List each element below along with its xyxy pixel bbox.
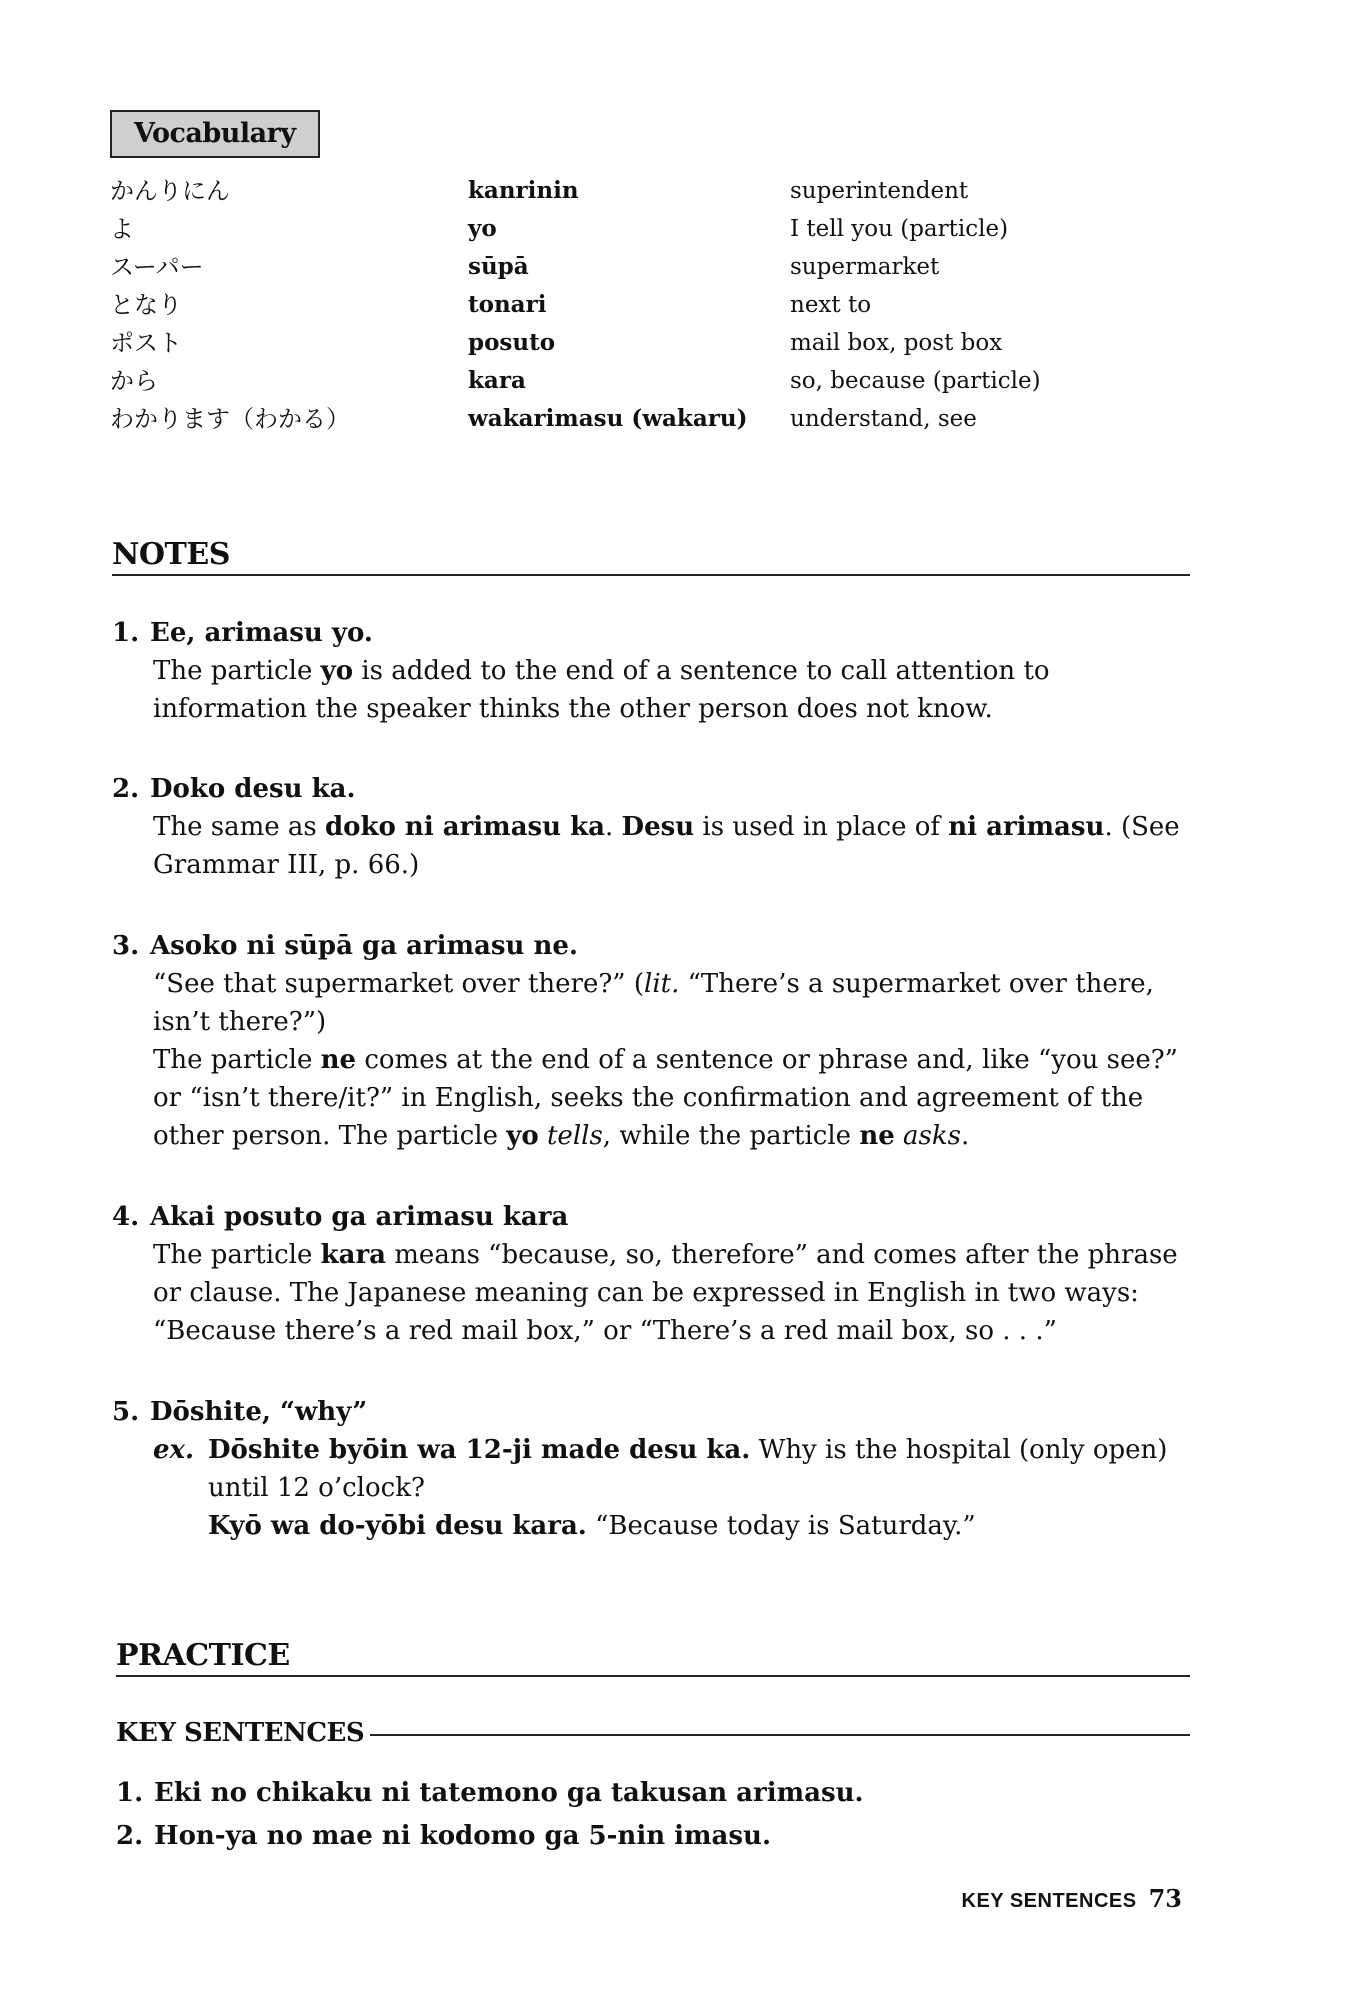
vocab-meaning: I tell you (particle) (790, 216, 1009, 242)
vocab-romaji: yo (468, 215, 497, 242)
vocabulary-row (110, 324, 1110, 362)
note-title: Dōshite, “why” (150, 1397, 368, 1427)
page-footer (962, 1882, 1182, 1918)
note-number: 4. (112, 1202, 140, 1232)
page-number: 73 (1148, 1884, 1182, 1913)
vocabulary-table (110, 172, 1110, 438)
note-2 (112, 770, 1192, 884)
note-4 (112, 1198, 1192, 1350)
vocab-kana: ポスト (110, 329, 182, 357)
vocab-kana: スーパー (110, 253, 204, 281)
note-title: Doko desu ka. (150, 774, 356, 804)
vocab-meaning: understand, see (790, 406, 977, 432)
note-title: Ee, arimasu yo. (150, 618, 373, 648)
vocab-kana: から (110, 367, 158, 395)
vocabulary-row (110, 210, 1110, 248)
notes-heading: NOTES (112, 536, 1190, 576)
vocabulary-row (110, 400, 1110, 438)
key-sentence (116, 1774, 864, 1812)
vocab-meaning: supermarket (790, 254, 940, 280)
example-block (153, 1431, 1192, 1545)
vocabulary-label: Vocabulary (110, 110, 320, 158)
vocabulary-row (110, 248, 1110, 286)
vocab-meaning: mail box, post box (790, 330, 1003, 356)
heading-rule (370, 1734, 1190, 1736)
note-1 (112, 614, 1192, 728)
example-label: ex. (153, 1435, 195, 1465)
vocabulary-row (110, 286, 1110, 324)
vocabulary-row (110, 362, 1110, 400)
note-number: 1. (112, 618, 140, 648)
key-sentences-heading (116, 1716, 1190, 1750)
vocab-meaning: next to (790, 292, 872, 318)
note-title: Asoko ni sūpā ga arimasu ne. (150, 931, 578, 961)
sentence-text: Hon-ya no mae ni kodomo ga 5-nin imasu. (154, 1821, 771, 1851)
practice-heading: PRACTICE (116, 1637, 1190, 1677)
sentence-text: Eki no chikaku ni tatemono ga takusan arimasu. (154, 1778, 864, 1808)
note-5 (112, 1393, 1192, 1545)
note-number: 2. (112, 774, 140, 804)
vocab-kana: かんりにん (110, 177, 230, 205)
vocab-kana: よ (110, 215, 134, 243)
vocab-meaning: so, because (particle) (790, 368, 1041, 394)
vocab-romaji: kara (468, 367, 526, 394)
note-body: The particle yo is added to the end of a sentence to call attention to information the speaker thinks the other person does not know. (153, 656, 1050, 724)
note-number: 5. (112, 1397, 140, 1427)
sentence-number: 2. (116, 1821, 144, 1851)
note-3 (112, 927, 1192, 1155)
vocab-meaning: superintendent (790, 178, 969, 204)
vocab-romaji: wakarimasu (wakaru) (468, 405, 748, 432)
example-text: Kyō wa do-yōbi desu kara. “Because today is Saturday.” (208, 1511, 976, 1541)
note-title: Akai posuto ga arimasu kara (150, 1202, 569, 1232)
vocab-kana: わかります（わかる） (110, 405, 350, 433)
example-text: Dōshite byōin wa 12-ji made desu ka. Why is the hospital (only open) until 12 o’clock? (208, 1435, 1168, 1503)
vocab-romaji: kanrinin (468, 177, 579, 204)
vocab-romaji: tonari (468, 291, 547, 318)
vocab-romaji: posuto (468, 329, 556, 356)
note-number: 3. (112, 931, 140, 961)
vocab-kana: となり (110, 291, 182, 319)
note-body: “See that supermarket over there?” (lit. “There’s a supermarket over there, isn’t there?”) The particle ne comes at the end of a sentence or phrase and, like “you see?” or “isn’t there/it?” in English, seeks the confirmation and agreement of the other person. The particle yo tells, while the particle ne asks. (153, 969, 1178, 1151)
vocab-romaji: sūpā (468, 253, 529, 280)
key-sentences-label: KEY SENTENCES (116, 1718, 365, 1748)
sentence-number: 1. (116, 1778, 144, 1808)
note-body: The same as doko ni arimasu ka. Desu is used in place of ni arimasu. (See Grammar III, p. 66.) (153, 812, 1180, 880)
key-sentence (116, 1817, 771, 1855)
vocabulary-row (110, 172, 1110, 210)
note-body: The particle kara means “because, so, therefore” and comes after the phrase or clause. The Japanese meaning can be expressed in English in two ways: “Because there’s a red mail box,” or “There’s a red mail box, so . . .” (153, 1240, 1178, 1346)
running-footer: KEY SENTENCES (961, 1890, 1137, 1912)
